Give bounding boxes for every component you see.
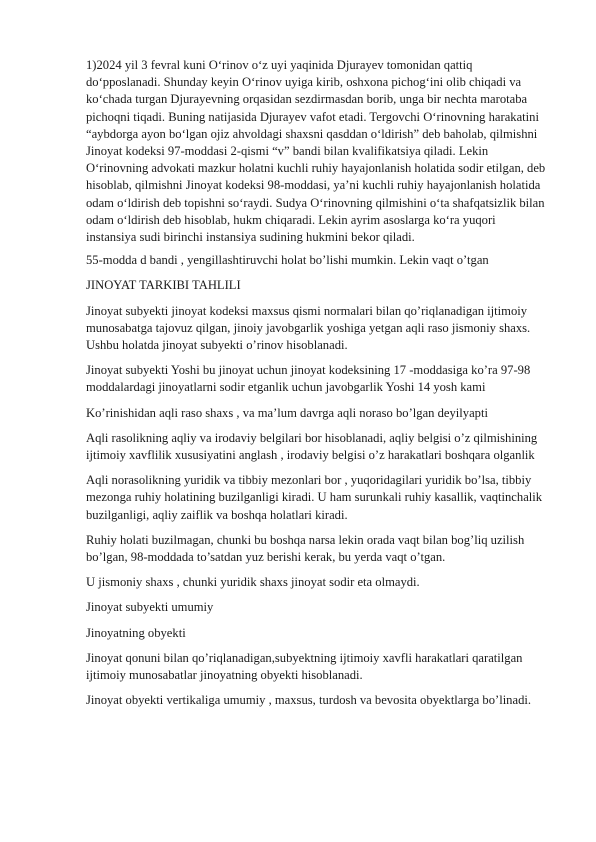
paragraph-sanity-note: Ko’rinishidan aqli raso shaxs , va ma’lum davrga aqli noraso bo’lgan deyilyapti — [86, 405, 488, 420]
paragraph-subject-definition: Jinoyat subyekti jinoyat kodeksi maxsus qismi normalari bilan qo’riqlanadigan ijtimoiy munosabatga tajovuz qilgan, jinoiy javobgarlik yoshiga yetgan aqli raso jismoniy shaxs. Ushbu holatda jinoyat subyekti o’rinov hisoblanadi. — [86, 303, 531, 353]
paragraph-general-subject: Jinoyat subyekti umumiy — [86, 600, 214, 615]
paragraph-natural-person: U jismoniy shaxs , chunki yuridik shaxs jinoyat sodir eta olmaydi. — [86, 575, 420, 590]
paragraph-subject-age: Jinoyat subyekti Yoshi bu jinoyat uchun jinoyat kodeksining 17 -moddasiga ko’ra 97-98 moddalardagi jinoyatlarni sodir etganlik uchun javobgarlik Yoshi 14 yosh kami — [86, 363, 531, 395]
paragraph-insanity-criteria: Aqli norasolikning yuridik va tibbiy mezonlari bor , yuqoridagilari yuridik bo’lsa, tibbiy mezonga ruhiy holatining buzilganligi kiradi. U ham surunkali ruhiy kasallik, vaqtinchalik buzilganligi, aqliy zaiflik va boshqa holatlari kiradi. — [86, 473, 543, 522]
paragraph-mental-state: Ruhiy holati buzilmagan, chunki bu boshqa narsa lekin orada vaqt bilan bog’liq uzilish bo’lgan, 98-moddada to’satdan yuz berishi kerak, bu yerda vaqt o’tgan. — [86, 532, 525, 565]
paragraph-sanity-signs: Aqli rasolikning aqliy va irodaviy belgilari bor hisoblanadi, aqliy belgisi o’z qilmishining ijtimoiy xavflilik xususiyatini anglash , irodaviy belgisi o’z harakatlari boshqara olganlik — [86, 430, 538, 463]
paragraph-case-description: 1)2024 yil 3 fevral kuni O‘rinov o‘z uyi yaqinida Djurayev tomonidan qattiq do‘pposlanadi. Shunday keyin O‘rinov uyiga kirib, oshxona pichog‘ini olib chiqadi va ko‘chada turgan Djurayevning orqasidan sezdirmasdan borib, unga bir nechta marotaba pichoqni tiqadi. Buning natijasida Djurayev vafot etadi. Tergovchi O‘rinovning harakatini “aybdorga ayon bo‘lgan ojiz ahvoldagi shaxsni qasddan o‘ldirish” deb baholab, qilmishni Jinoyat kodeksi 97-moddasi 2-qismi “v” bandi bilan kvalifikatsiya qiladi. Lekin O‘rinovning advokati mazkur holatni kuchli ruhiy hayajonlanish holatida sodir etilgan, deb hisoblab, qilmishni Jinoyat kodeksi 98-moddasi, ya’ni kuchli ruhiy hayajonlanish holatida odam o‘ldirish deb topishni so‘raydi. Sudya O‘rinovning qilmishini o‘ta shafqatsizlik bilan odam o‘ldirish deb hisoblab, hukm chiqaradi. Lekin ayrim asoslarga ko‘ra yuqori instansiya sudi birinchi instansiya sudining hukmini bekor qiladi. — [86, 58, 546, 245]
section-heading: JINOYAT TARKIBI TAHLILI — [86, 278, 241, 293]
paragraph-object-definition: Jinoyat qonuni bilan qo’riqlanadigan,subyektning ijtimoiy xavfli harakatlari qaratilgan ijtimoiy munosabatlar jinoyatning obyekti hisoblanadi. — [86, 650, 523, 683]
paragraph-object-classification: Jinoyat obyekti vertikaliga umumiy , maxsus, turdosh va bevosita obyektlarga bo’linadi. — [86, 693, 532, 708]
paragraph-object-heading: Jinoyatning obyekti — [86, 625, 186, 640]
paragraph-mitigating-circumstance: 55-modda d bandi , yengillashtiruvchi holat bo’lishi mumkin. Lekin vaqt o’tgan — [86, 253, 489, 268]
